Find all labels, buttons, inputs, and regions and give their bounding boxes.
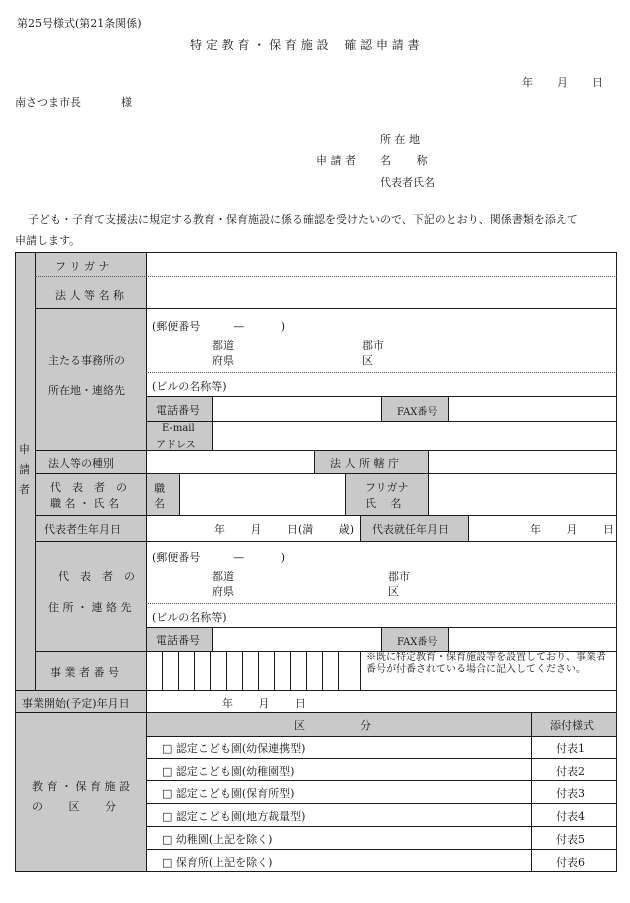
building-name-2: (ビルの名称等): [152, 611, 227, 624]
facility-label-2: の 区 分: [32, 800, 116, 813]
facility-option[interactable]: □ 認定こども園(保育所型): [162, 787, 295, 800]
form-title: 特 定 教 育 ・ 保 育 施 設 確 認 申 請 書: [190, 38, 420, 52]
recipient: 南さつま市長: [15, 96, 81, 109]
attach-header: 添付様式: [550, 719, 594, 732]
facility-attach: 付表1: [556, 742, 585, 755]
form-number: 第25号様式(第21条関係): [17, 17, 142, 30]
rep-addr-label-1: 代 表 者 の: [58, 570, 135, 583]
email-label-2: アドレス: [156, 440, 196, 451]
facility-attach: 付表2: [556, 765, 585, 778]
rep-birth-label: 代表者生年月日: [44, 523, 121, 536]
date-day: 日: [592, 76, 603, 89]
facility-option[interactable]: □ 保育所(上記を除く): [162, 856, 273, 869]
facility-option[interactable]: □ 認定こども園(地方裁量型): [162, 810, 306, 823]
operator-no-label: 事 業 者 番 号: [50, 666, 119, 679]
rep-start-value: 年 月 日: [530, 523, 614, 536]
facility-attach: 付表5: [556, 833, 585, 846]
corp-office-label: 法 人 所 轄 庁: [330, 457, 399, 470]
name-label: 名 称: [380, 154, 428, 167]
office-label-2: 所在地・連絡先: [48, 384, 125, 397]
todofuken-1: 都道: [212, 339, 234, 352]
fax-label-2: FAX番号: [397, 637, 438, 648]
rep-title-1: 代 表 者 の: [50, 481, 127, 494]
email-label-1: E-mail: [162, 423, 195, 434]
shimei-label: 氏 名: [365, 497, 402, 510]
date-month: 月: [557, 76, 568, 89]
side-label-3: 者: [19, 483, 30, 496]
kubun-header: 区 分: [294, 719, 371, 732]
facility-option[interactable]: □ 幼稚園(上記を除く): [162, 833, 273, 846]
gunshi-1: 郡市: [362, 339, 384, 352]
shokumei-1: 職: [154, 482, 165, 495]
facility-attach: 付表4: [556, 810, 585, 823]
side-label-2: 請: [19, 463, 30, 476]
representative-label: 代表者氏名: [380, 176, 435, 189]
todofuken2-2: 府県: [212, 585, 234, 598]
building-name: (ビルの名称等): [152, 380, 227, 393]
todofuken-2: 府県: [212, 354, 234, 367]
todofuken2-1: 都道: [212, 570, 234, 583]
rep-start-label: 代表就任年月日: [372, 523, 449, 536]
gunshi2-2: 区: [388, 585, 399, 598]
rep-title-2: 職 名 ・ 氏 名: [50, 497, 119, 510]
shokumei-2: 名: [154, 497, 165, 510]
facility-option[interactable]: □ 認定こども園(幼稚園型): [162, 765, 295, 778]
body-text-line1: 子ども・子育て支援法に規定する教育・保育施設に係る確認を受けたいので、下記のとおり、関係書類を添えて: [28, 213, 578, 226]
corp-type-label: 法人等の種別: [48, 457, 114, 470]
applicant-label: 申 請 者: [316, 154, 356, 167]
recipient-suffix: 様: [121, 96, 132, 109]
gunshi-2: 区: [362, 354, 373, 367]
fax-label: FAX番号: [397, 407, 438, 418]
start-date-value: 年 月 日: [222, 697, 306, 710]
postal-code: (郵便番号 — ): [152, 320, 286, 333]
tel-label-2: 電話番号: [156, 634, 200, 647]
address-label: 所 在 地: [380, 133, 420, 146]
office-label-1: 主たる事務所の: [48, 354, 125, 367]
side-label-1: 申: [19, 443, 30, 456]
rep-birth-value: 年 月 日(満 歳): [214, 523, 355, 536]
facility-attach: 付表6: [556, 856, 585, 869]
tel-label: 電話番号: [156, 404, 200, 417]
rep-addr-label-2: 住 所 ・ 連 絡 先: [48, 601, 132, 614]
facility-label-1: 教 育 ・ 保 育 施 設: [32, 780, 130, 793]
body-text-line2: 申請します。: [15, 234, 81, 247]
corp-name-label: 法 人 等 名 称: [55, 289, 124, 302]
start-date-label: 事業開始(予定)年月日: [22, 697, 130, 710]
furigana-label: フ リ ガ ナ: [55, 260, 110, 273]
facility-attach: 付表3: [556, 787, 585, 800]
gunshi2-1: 郡市: [388, 570, 410, 583]
operator-no-note: ※既に特定教育・保育施設等を設置しており、事業者番号が付番されている場合に記入してください。: [366, 652, 606, 675]
date-year: 年: [522, 76, 533, 89]
facility-option[interactable]: □ 認定こども園(幼保連携型): [162, 742, 306, 755]
furigana-2: フリガナ: [365, 481, 409, 494]
postal-code-2: (郵便番号 — ): [152, 551, 286, 564]
